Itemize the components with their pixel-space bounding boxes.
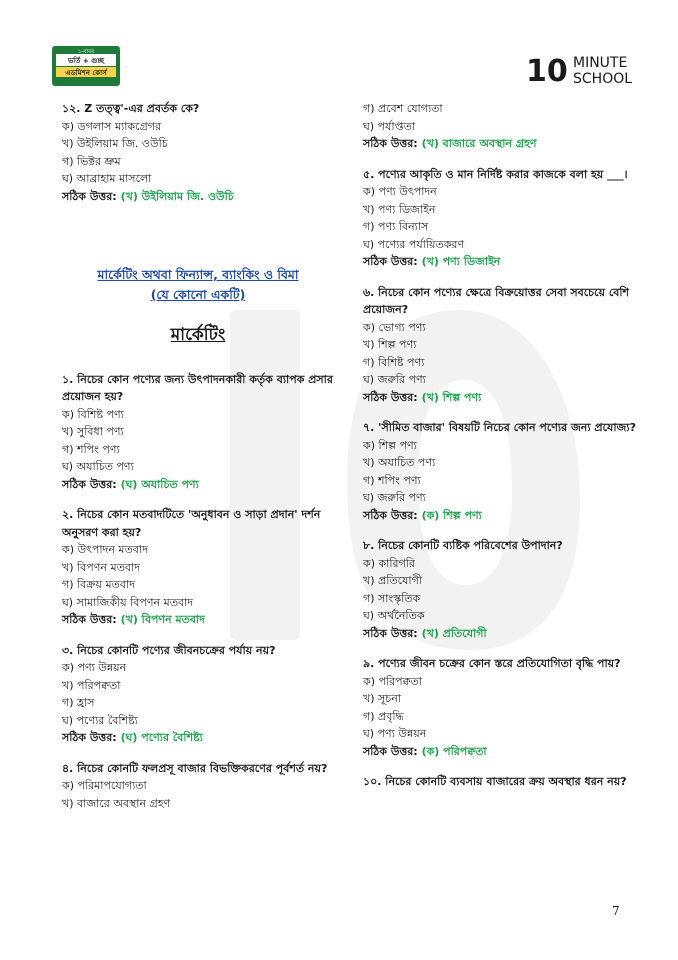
question-text: ৩. নিচের কোনটি পণ্যের জীবনচক্রের পর্যায় নয়? <box>62 643 276 657</box>
option: খ) পরিপক্বতা <box>62 678 121 692</box>
logo-word-minute: MINUTE <box>573 55 628 71</box>
answer-value: (খ) শিল্প পণ্য <box>421 390 482 404</box>
answer-value: (খ) প্রতিযোগী <box>421 626 487 640</box>
option: খ) সূচনা <box>363 692 401 705</box>
option: ঘ) পণ্য উন্নয়ন <box>363 727 427 740</box>
logo-word-school: SCHOOL <box>573 71 633 86</box>
question-text: ৭. 'সীমিত বাজার' বিষয়টি নিচের কোন পণ্যের জন্য প্রযোজ্য? <box>363 421 636 434</box>
answer-line <box>363 507 638 525</box>
logo-number: 10 <box>526 54 568 86</box>
answer-label: সঠিক উত্তর: <box>363 137 418 150</box>
option: খ) সুবিধা পণ্য <box>62 425 124 438</box>
option: ক) পরিমাপযোগ্যতা <box>62 779 147 792</box>
question-text: ৬. নিচের কোন পণ্যের ক্ষেত্রে বিক্রয়োত্তর সেবা সবচেয়ে বেশি প্রয়োজন? <box>363 285 630 316</box>
answer-value: (ঘ) অযাচিত পণ্য <box>120 477 199 491</box>
answer-line <box>363 253 638 271</box>
logo-line-1: ১-বাবর <box>77 49 95 55</box>
option: গ) সাংস্কৃতিক <box>363 591 421 605</box>
answer-value: (খ) পণ্য ডিজাইন <box>421 255 501 268</box>
option: ক) উৎপাদন মতবাদ <box>62 543 148 556</box>
option: খ) শিল্প পণ্য <box>363 338 417 351</box>
question-block <box>62 642 334 747</box>
question-block <box>62 100 334 205</box>
option: গ) বিক্রয় মতবাদ <box>62 578 135 591</box>
option: ক) কারিগরি <box>363 556 415 570</box>
question-text: ১২. Z তত্ত্ব'-এর প্রবর্তক কে? <box>62 102 200 115</box>
question-block <box>363 166 638 271</box>
option: ক) পণ্য উৎপাদন <box>363 185 437 198</box>
left-column <box>62 100 334 825</box>
option: গ) বিশিষ্ট পণ্য <box>363 355 425 369</box>
answer-label: সঠিক উত্তর: <box>62 189 117 203</box>
answer-line <box>363 135 638 153</box>
option: গ) শপিং পণ্য <box>363 473 421 487</box>
question-block <box>363 419 638 524</box>
option: খ) প্রতিযোগী <box>363 574 422 587</box>
answer-line <box>62 476 334 494</box>
question-block <box>363 284 638 407</box>
option: ঘ) পণ্যের পর্যায়িতকরণ <box>363 237 465 251</box>
question-text: ৪. নিচের কোনটি ফলপ্রসূ বাজার বিভক্তিকরণের পূর্বশর্ত নয়? <box>62 761 328 775</box>
option: ক) ভোগ্য পণ্য <box>363 320 426 334</box>
answer-line <box>363 625 638 643</box>
option: ক) পণ্য উন্নয়ন <box>62 661 127 674</box>
question-text: ১০. নিচের কোনটি ব্যবসায় বাজারের ক্রয় অবস্থার ধরন নয়? <box>363 775 627 788</box>
option: ক) বিশিষ্ট পণ্য <box>62 407 124 421</box>
option: ঘ) আব্রাহাম মাসলো <box>62 172 152 185</box>
question-block <box>363 537 638 642</box>
answer-label: সঠিক উত্তর: <box>363 508 418 522</box>
option: ঘ) পণ্যের বৈশিষ্ট্য <box>62 713 138 727</box>
question-block <box>363 655 638 760</box>
option: ঘ) জরুরি পণ্য <box>363 491 426 504</box>
option: ঘ) অযাচিত পণ্য <box>62 460 134 473</box>
option: গ) শপিং পণ্য <box>62 442 120 456</box>
option: খ) বাজারে অবস্থান গ্রহণ <box>62 796 171 810</box>
question-text: ৯. পণ্যের জীবন চক্রের কোন স্তরে প্রতিযোগিতা বৃদ্ধি পায়? <box>363 657 621 670</box>
logo-line-3: এডমিশন কোর্স <box>65 69 107 77</box>
answer-line <box>62 188 334 206</box>
answer-value: (খ) বিপণন মতবাদ <box>120 613 205 626</box>
question-block-continued <box>363 100 638 153</box>
option: ঘ) অর্থনৈতিক <box>363 609 425 622</box>
answer-line <box>363 389 638 407</box>
option: গ) প্রবৃদ্ধি <box>363 709 404 723</box>
answer-value: (ঘ) পণ্যের বৈশিষ্ট্য <box>120 731 203 744</box>
option: ঘ) সামাজিকীয় বিপণন মতবাদ <box>62 595 194 609</box>
right-column <box>363 100 638 804</box>
answer-value: (ক) পরিপক্বতা <box>421 744 487 758</box>
section-title <box>62 265 334 305</box>
option: গ) পণ্য বিন্যাস <box>363 220 429 233</box>
option: খ) উইলিয়াম জি. ওউচি <box>62 137 168 150</box>
question-block <box>363 773 638 791</box>
answer-line <box>363 743 638 761</box>
option: ঘ) পর্যাপ্ততা <box>363 119 416 133</box>
section-title-line-2: (যে কোনো একটি) <box>150 287 246 302</box>
answer-label: সঠিক উত্তর: <box>62 477 117 491</box>
option: গ) হ্রাস <box>62 696 95 709</box>
answer-value: (খ) বাজারে অবস্থান গ্রহণ <box>421 137 537 150</box>
option: ক) শিল্প পণ্য <box>363 438 417 452</box>
option: খ) পণ্য ডিজাইন <box>363 202 436 216</box>
option: ক) ডগলাস ম্যাকগ্রেগর <box>62 119 162 133</box>
option: গ) প্রবেশ যোগ্যতা <box>363 102 443 115</box>
option: খ) অযাচিত পণ্য <box>363 456 436 469</box>
answer-value: (খ) উইলিয়াম জি. ওউচি <box>120 189 234 203</box>
question-text: ৮. নিচের কোনটি ব্যষ্টিক পরিবেশের উপাদান? <box>363 539 563 552</box>
answer-label: সঠিক উত্তর: <box>363 255 418 268</box>
question-text: ২. নিচের কোন মতবাদটিতে 'অনুধাবন ও সাড়া প্রদান' দর্শন অনুসরণ করা হয়? <box>62 508 321 539</box>
option: ঘ) জরুরি পণ্য <box>363 373 426 386</box>
answer-label: সঠিক উত্তর: <box>363 744 418 758</box>
question-block <box>62 371 334 494</box>
option: খ) বিপণন মতবাদ <box>62 560 140 574</box>
answer-label: সঠিক উত্তর: <box>363 390 418 404</box>
question-text: ১. নিচের কোন পণ্যের জন্য উৎপাদনকারী কর্তৃক ব্যাপক প্রসার প্রয়োজন হয়? <box>62 372 333 403</box>
question-block <box>62 506 334 629</box>
page-number: 7 <box>612 904 620 918</box>
question-block <box>62 760 334 813</box>
10-minute-school-logo <box>526 52 636 86</box>
option: গ) ভিক্টর ভ্রুম <box>62 154 121 168</box>
section-subtitle: মার্কেটিং <box>170 325 226 345</box>
admission-course-logo <box>52 46 120 86</box>
answer-label: সঠিক উত্তর: <box>62 613 117 626</box>
answer-label: সঠিক উত্তর: <box>363 626 418 640</box>
logo-line-2: ভর্তি + গুচ্ছ <box>67 57 105 65</box>
section-title-line-1: মার্কেটিং অথবা ফিন্যান্স, ব্যাংকিং ও বিমা <box>97 267 299 282</box>
question-text: ৫. পণ্যের আকৃতি ও মান নির্দিষ্ট করার কাজকে বলা হয় ___। <box>363 167 628 181</box>
answer-label: সঠিক উত্তর: <box>62 731 117 744</box>
option: ক) পরিপক্বতা <box>363 674 422 688</box>
answer-value: (ক) শিল্প পণ্য <box>421 508 482 522</box>
answer-line <box>62 729 334 747</box>
answer-line <box>62 611 334 629</box>
